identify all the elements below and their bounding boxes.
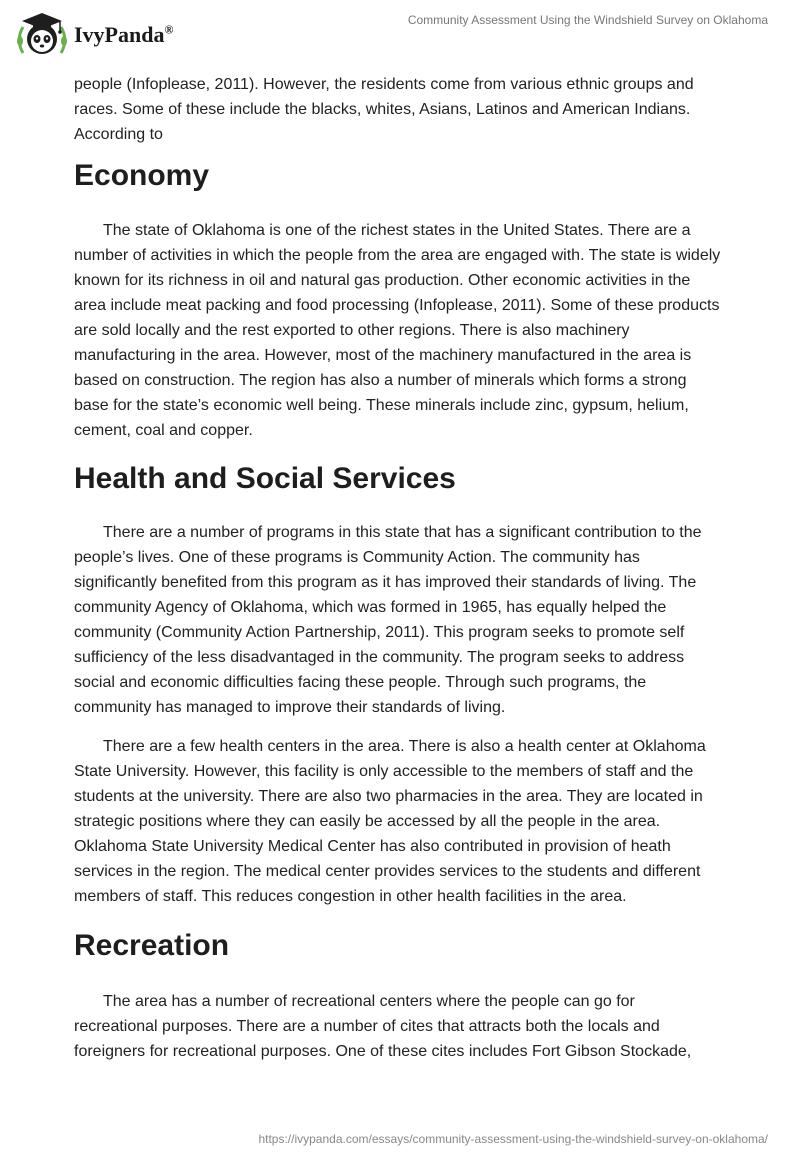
ivypanda-logo[interactable] [14, 8, 194, 60]
recreation-paragraph: The area has a number of recreational centers where the people can go for recreational purposes. There are a number of cites that attracts both the locals and foreigners for recreational purposes. One of these cites includes Fort Gibson Stockade, [74, 993, 692, 1060]
health-paragraph-2: There are a few health centers in the area. There is also a health center at Oklahoma State University. However, this facility is only accessible to the members of staff and the students at the university. There are also two pharmacies in the area. They are located in strategic positions where they can easily be accessed by all the people in the area. Oklahoma State University Medical Center has also contributed in provision of heath services in the region. The medical center provides services to the students and different members of staff. This reduces congestion in other health facilities in the area. [74, 738, 706, 905]
source-url[interactable]: https://ivypanda.com/essays/community-assessment-using-the-windshield-survey-on-oklahoma/ [258, 1132, 768, 1146]
registered-mark: ® [164, 22, 174, 37]
economy-paragraph: The state of Oklahoma is one of the richest states in the United States. There are a number of activities in which the people from the area are engaged with. The state is widely known for its richness in oil and natural gas production. Other economic activities in the area include meat packing and food processing (Infoplease, 2011). Some of these products are sold locally and the rest exported to other regions. There is also machinery manufacturing in the area. However, most of the machinery manufactured in the area is based on construction. The region has also a number of minerals which forms a strong base for the state’s economic well being. These minerals include zinc, gypsum, helium, cement, coal and copper. [74, 222, 721, 439]
page-header [0, 0, 800, 70]
section-heading-health: Health and Social Services [74, 462, 456, 495]
document-title: Community Assessment Using the Windshield Survey on Oklahoma [407, 13, 768, 27]
panda-graduate-logo-icon [14, 9, 70, 59]
section-heading-recreation: Recreation [74, 929, 230, 962]
brand-name: IvyPanda® [74, 22, 174, 47]
essay-content [74, 72, 722, 1078]
health-paragraph-1: There are a number of programs in this state that has a significant contribution to the people’s lives. One of these programs is Community Action. The community has significantly benefited from this program as it has improved their standards of living. The community Agency of Oklahoma, which was formed in 1965, has equally helped the community (Community Action Partnership, 2011). This program seeks to promote self sufficiency of the less disadvantaged in the community. The program seeks to address social and economic difficulties facing these people. Through such programs, the community has managed to improve their standards of living. [74, 524, 702, 716]
section-heading-economy: Economy [74, 159, 210, 192]
intro-paragraph: people (Infoplease, 2011). However, the residents come from various ethnic groups and races. Some of these include the blacks, whites, Asians, Latinos and American Indians. According to [74, 76, 694, 143]
